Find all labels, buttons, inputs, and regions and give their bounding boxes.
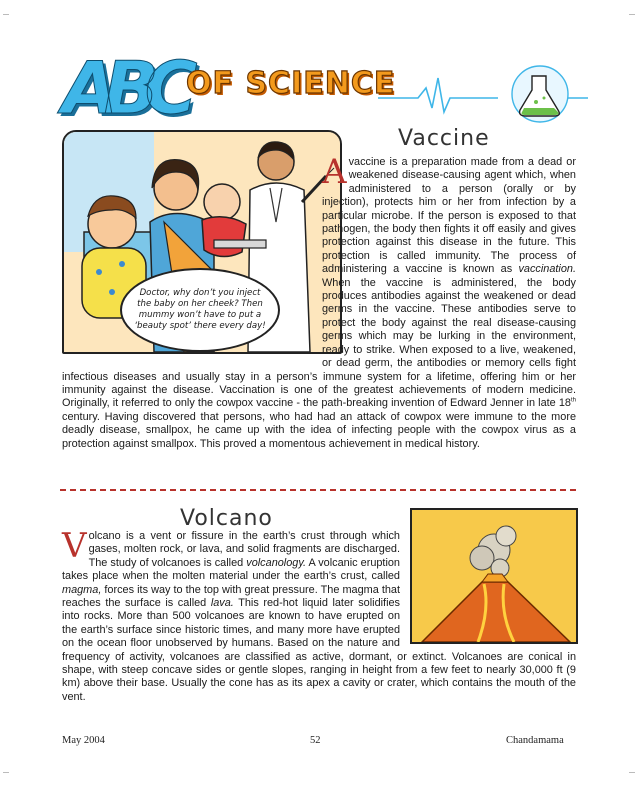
- section-divider: [60, 489, 576, 491]
- volcano-text-3: forces its way to the top with great pressure. The magma that reaches the surface is called: [62, 583, 400, 610]
- volcano-text-4: This red-hot liquid later solidifies into rocks. More than 500 volcanoes are known to have erupted on the earth’s surface since historic times, and many more have erupted on the ocean floor unobserved by humans. Based on the nature and frequency of activity, volcanoes are classified as active, dormant, or extinct. Volcanoes are conical in shape, with steep concave sides or gentle slopes, ranging in height from a few feet to nearly 30,000 ft (9 km) above their base. Usually the cone has as its apex a cavity or crater, which contains the mouth of the vent.: [62, 597, 576, 703]
- footer-page-number: 52: [310, 735, 321, 746]
- text-wrap-spacer: [62, 156, 322, 358]
- vaccine-text-sup: th: [570, 397, 576, 404]
- masthead-abc: ABC: [62, 46, 184, 130]
- vaccine-text-3: century. Having discovered that persons, who had had an attack of cowpox were immune to the more deadly disease, smallpox, he came up with the idea of infecting people with the cowpox virus as a protection against smallpox. This proved a momentous achievement in medical history.: [62, 410, 576, 450]
- vaccine-text-1: vaccine is a preparation made from a dead or weakened disease-causing agent which, when administered to a person (orally or by injection), protects him or her from infection by a particular microbe. If the person is exposed to that pathogen, the body then fights it off easily and gives protection against this disease in the future. This protection is called immunity. The process of administering a vaccine is known as: [322, 156, 576, 276]
- heartbeat-line-icon: [378, 60, 588, 130]
- masthead: [48, 40, 588, 140]
- volcano-text-2: A volcanic eruption takes place when the molten material under the earth’s crust, called: [62, 556, 400, 583]
- text-wrap-spacer: [400, 530, 576, 640]
- volcano-dropcap: V: [62, 526, 87, 566]
- crop-mark: [3, 772, 9, 773]
- footer-publication: Chandamama: [506, 735, 564, 746]
- crop-mark: [629, 772, 635, 773]
- volcano-text-1: olcano is a vent or fissure in the earth’s crust through which gases, molten rock, or lava, and solid fragments are discharged. The study of volcanoes is called: [88, 530, 400, 569]
- volcano-text-em-2: magma,: [62, 583, 102, 596]
- vaccine-title: Vaccine: [398, 126, 490, 151]
- vaccine-dropcap: A: [322, 152, 347, 192]
- speech-bubble-text: Doctor, why don’t you inject the baby on her cheek? Then mummy won’t have to put a ‘beauty spot’ there every day!: [134, 288, 266, 331]
- lab-flask-icon: [512, 66, 568, 122]
- vaccine-body: [62, 152, 576, 451]
- footer-date: May 2004: [62, 735, 105, 746]
- volcano-text-em-3: lava.: [210, 597, 234, 610]
- volcano-title: Volcano: [180, 506, 273, 531]
- crop-mark: [3, 14, 9, 15]
- vaccine-text-2: When the vaccine is administered, the body produces antibodies against the weakened or dead germs in the vaccine. These antibodies serve to protect the body against the real disease-causing germs which may be lurking in the environment, ready to strike. When exposed to a live, weakened, or dead germ, the antibodies or memory cells fight infectious diseases and usually stay in a person’s immune system for a lifetime, offering him or her immunity against the disease. Vaccination is one of the greatest achievements of modern medicine. Originally, it referred to only the cowpox vaccine - the path-breaking invention of Edward Jenner in late 18: [62, 276, 576, 410]
- volcano-text-em-1: volcanology.: [246, 556, 306, 569]
- masthead-of-science: OF SCIENCE: [186, 66, 396, 101]
- vaccine-text-em: vaccination.: [518, 263, 576, 276]
- crop-mark: [629, 14, 635, 15]
- volcano-body: [62, 526, 576, 704]
